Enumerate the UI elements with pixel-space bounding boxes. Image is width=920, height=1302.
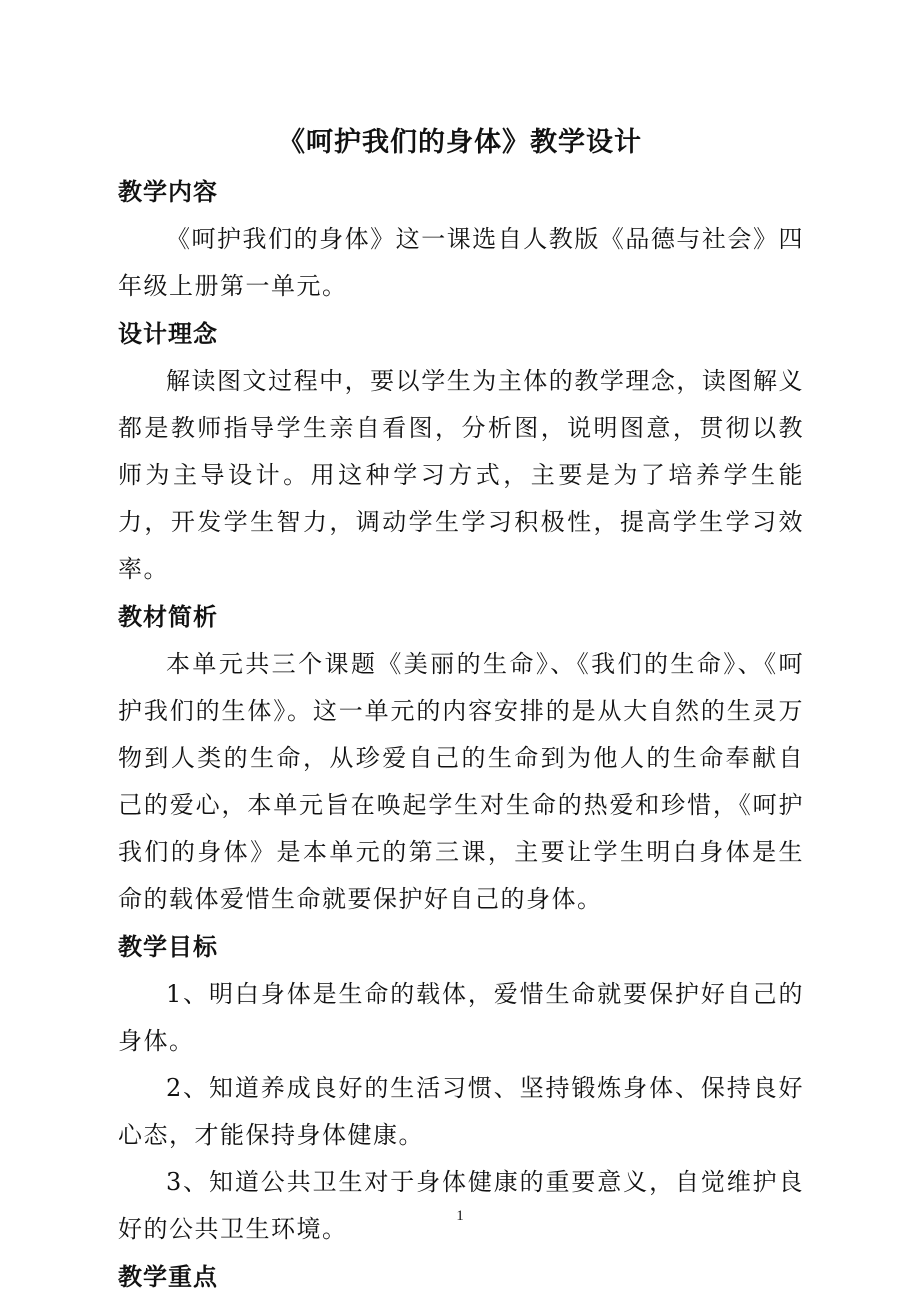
document-body bbox=[118, 168, 804, 1301]
section-teaching-content bbox=[118, 168, 804, 310]
goal-item-3: 3、知道公共卫生对于身体健康的重要意义，自觉维护良好的公共卫生环境。 bbox=[118, 1168, 804, 1243]
heading-key-points: 教学重点 bbox=[118, 1263, 218, 1291]
paragraph-design-concept: 解读图文过程中，要以学生为主体的教学理念，读图解义都是教师指导学生亲自看图，分析图，说明图意，贯彻以教师为主导设计。用这种学习方式，主要是为了培养学生能力，开发学生智力，调动学生学习积极性，提高学生学习效率。 bbox=[118, 367, 804, 583]
paragraph-material-analysis: 本单元共三个课题《美丽的生命》、《我们的生命》、《呵护我们的生体》。这一单元的内容安排的是从大自然的生灵万物到人类的生命，从珍爱自己的生命到为他人的生命奉献自己的爱心，本单元旨在唤起学生对生命的热爱和珍惜，《呵护我们的身体》是本单元的第三课，主要让学生明白身体是生命的载体爱惜生命就要保护好自己的身体。 bbox=[118, 650, 804, 913]
section-design-concept bbox=[118, 310, 804, 593]
section-key-points bbox=[118, 1253, 804, 1301]
heading-teaching-content: 教学内容 bbox=[118, 178, 218, 206]
paragraph-teaching-content: 《呵护我们的身体》这一课选自人教版《品德与社会》四年级上册第一单元。 bbox=[118, 225, 804, 300]
heading-design-concept: 设计理念 bbox=[118, 320, 218, 348]
page-number: 1 bbox=[456, 1208, 464, 1224]
section-teaching-goals bbox=[118, 923, 804, 1253]
section-material-analysis bbox=[118, 593, 804, 923]
heading-teaching-goals: 教学目标 bbox=[118, 933, 218, 961]
heading-material-analysis: 教材简析 bbox=[118, 603, 218, 631]
document-title: 《呵护我们的身体》教学设计 bbox=[278, 127, 642, 158]
goal-item-1: 1、明白身体是生命的载体，爱惜生命就要保护好自己的身体。 bbox=[118, 980, 804, 1055]
goal-item-2: 2、知道养成良好的生活习惯、坚持锻炼身体、保持良好心态，才能保持身体健康。 bbox=[118, 1074, 804, 1149]
